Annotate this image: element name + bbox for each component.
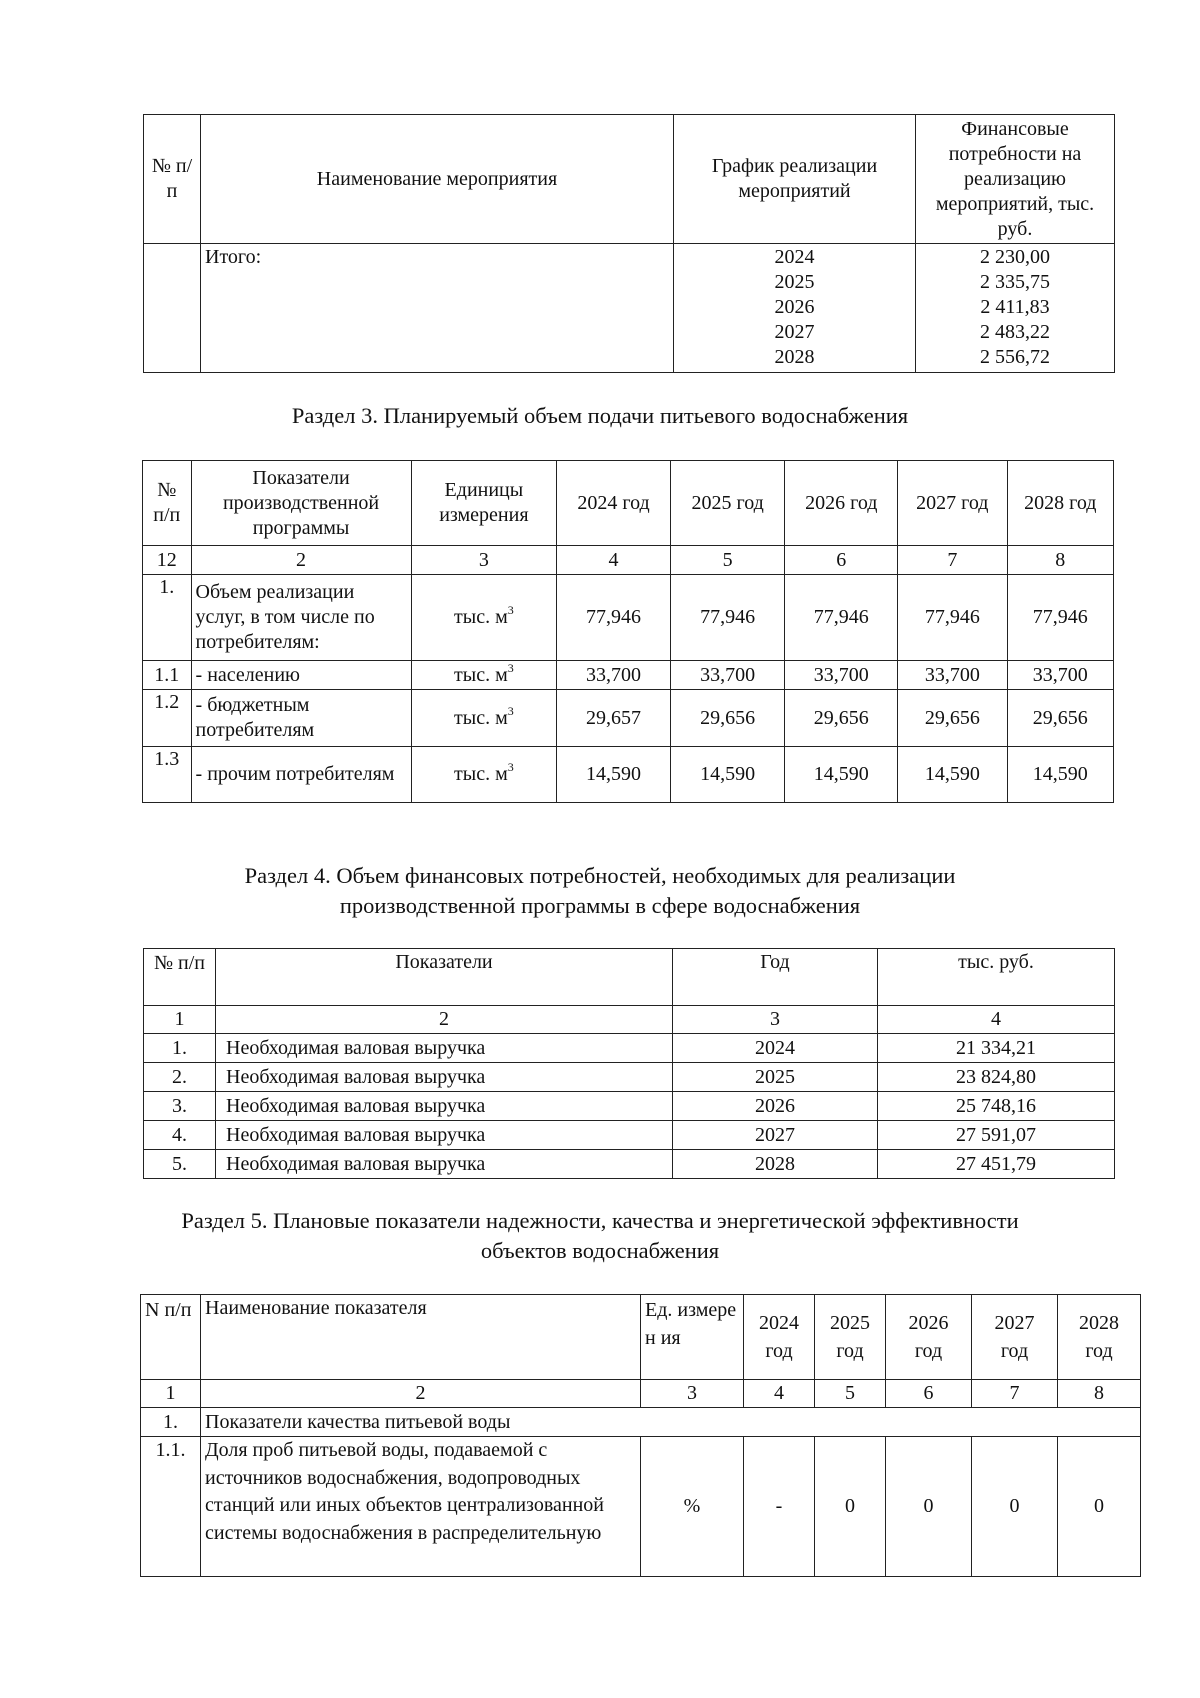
row-value: 14,590 — [557, 747, 671, 803]
row-name: - населению — [191, 661, 411, 690]
header-num: № п/п — [144, 949, 216, 1006]
index-cell: 4 — [744, 1380, 815, 1408]
row-value: 0 — [1058, 1437, 1141, 1577]
header-finance: Финансовые потребности на реализацию мероприятий, тыс. руб. — [916, 115, 1115, 244]
row-unit: тыс. $м^3$ — [411, 661, 557, 690]
total-amount: 2 230,00 — [980, 246, 1050, 268]
header-num: № п/п — [144, 115, 201, 244]
table-row — [143, 575, 1114, 661]
financial-needs-table — [143, 948, 1115, 1179]
table-row — [144, 1150, 1115, 1179]
row-name: Необходимая валовая выручка — [216, 1092, 673, 1121]
header-schedule: График реализации мероприятий — [674, 115, 916, 244]
index-cell: 7 — [898, 546, 1007, 575]
water-supply-volume-table — [142, 460, 1114, 803]
table-row — [143, 661, 1114, 690]
row-name: - бюджетным потребителям — [191, 690, 411, 747]
row-name: Доля проб питьевой воды, подаваемой с источников водоснабжения, водопроводных станций или иных объектов централизованной системы водоснабжения в распределительную — [201, 1437, 641, 1577]
header-year-2024: 2024 год — [744, 1295, 815, 1380]
column-index-row — [144, 1006, 1115, 1034]
total-num-cell — [144, 244, 201, 373]
index-cell: 5 — [670, 546, 785, 575]
row-name: Необходимая валовая выручка — [216, 1034, 673, 1063]
row-value: 14,590 — [785, 747, 898, 803]
row-value: 77,946 — [1007, 575, 1113, 661]
table-row — [144, 1092, 1115, 1121]
index-cell: 7 — [972, 1380, 1058, 1408]
table-row — [143, 690, 1114, 747]
index-cell: 8 — [1007, 546, 1113, 575]
index-cell: 2 — [216, 1006, 673, 1034]
row-unit: тыс. $м^3$ — [411, 690, 557, 747]
row-year: 2024 — [673, 1034, 878, 1063]
index-cell: 3 — [411, 546, 557, 575]
row-num: 1.1. — [141, 1437, 201, 1577]
header-year-2026: 2026 год — [785, 461, 898, 546]
row-unit: тыс. $м^3$ — [411, 575, 557, 661]
header-indicator: Показатели — [216, 949, 673, 1006]
total-year: 2027 — [774, 321, 815, 343]
row-year: 2026 — [673, 1092, 878, 1121]
row-value: 33,700 — [670, 661, 785, 690]
row-num: 1. — [144, 1034, 216, 1063]
row-num: 1.1 — [143, 661, 192, 690]
row-value: 33,700 — [898, 661, 1007, 690]
row-value: 14,590 — [1007, 747, 1113, 803]
index-cell: 2 — [201, 1380, 641, 1408]
index-cell: 4 — [878, 1006, 1115, 1034]
total-label: Итого: — [201, 244, 674, 373]
row-value: 14,590 — [670, 747, 785, 803]
row-num: 1.2 — [143, 690, 192, 747]
total-year: 2026 — [774, 296, 815, 318]
row-value: 0 — [972, 1437, 1058, 1577]
row-value: 77,946 — [898, 575, 1007, 661]
index-cell: 4 — [557, 546, 671, 575]
row-unit: тыс. $м^3$ — [411, 747, 557, 803]
row-name: Необходимая валовая выручка — [216, 1121, 673, 1150]
total-year: 2025 — [774, 271, 815, 293]
row-num: 2. — [144, 1063, 216, 1092]
row-name: Необходимая валовая выручка — [216, 1150, 673, 1179]
index-cell: 3 — [673, 1006, 878, 1034]
row-value: 14,590 — [898, 747, 1007, 803]
row-value: 29,656 — [670, 690, 785, 747]
total-amount: 2 411,83 — [980, 296, 1050, 318]
index-cell: 1 — [144, 1006, 216, 1034]
row-amount: 27 451,79 — [878, 1150, 1115, 1179]
row-num: 5. — [144, 1150, 216, 1179]
row-name: - прочим потребителям — [191, 747, 411, 803]
group-num: 1. — [141, 1408, 201, 1437]
total-amounts-cell — [916, 244, 1115, 373]
index-cell: 12 — [143, 546, 192, 575]
row-num: 1. — [143, 575, 192, 661]
section3-title: Раздел 3. Планируемый объем подачи питьевого водоснабжения — [291, 403, 909, 428]
row-value: 0 — [815, 1437, 886, 1577]
row-value: 77,946 — [557, 575, 671, 661]
section4-title-line1: Раздел 4. Объем финансовых потребностей, необходимых для реализации — [244, 863, 956, 888]
header-indicator-name: Наименование показателя — [201, 1295, 641, 1380]
row-value: 77,946 — [785, 575, 898, 661]
index-cell: 1 — [141, 1380, 201, 1408]
table-row — [144, 1121, 1115, 1150]
row-amount: 21 334,21 — [878, 1034, 1115, 1063]
index-cell: 3 — [641, 1380, 744, 1408]
index-cell: 6 — [785, 546, 898, 575]
total-amount: 2 335,75 — [980, 271, 1050, 293]
index-cell: 8 — [1058, 1380, 1141, 1408]
row-year: 2028 — [673, 1150, 878, 1179]
header-year-2025: 2025 год — [670, 461, 785, 546]
total-amount: 2 483,22 — [980, 321, 1050, 343]
row-name: Объем реализации услуг, в том числе по потребителям: — [191, 575, 411, 661]
header-unit: Единицы измерения — [411, 461, 557, 546]
index-cell: 2 — [191, 546, 411, 575]
section5-title-line2: объектов водоснабжения — [480, 1238, 720, 1263]
row-value: 33,700 — [557, 661, 671, 690]
column-index-row — [143, 546, 1114, 575]
header-activity-name: Наименование мероприятия — [201, 115, 674, 244]
row-num: 1.3 — [143, 747, 192, 803]
row-value: 29,657 — [557, 690, 671, 747]
total-year: 2024 — [774, 246, 815, 268]
header-year-2026: 2026 год — [886, 1295, 972, 1380]
row-value: 0 — [886, 1437, 972, 1577]
table-row — [144, 1034, 1115, 1063]
header-year-2025: 2025 год — [815, 1295, 886, 1380]
row-amount: 25 748,16 — [878, 1092, 1115, 1121]
section4-title-line2: производственной программы в сфере водоснабжения — [339, 893, 861, 918]
table-row — [141, 1437, 1141, 1577]
reliability-indicators-table — [140, 1294, 1141, 1577]
row-value: 33,700 — [1007, 661, 1113, 690]
header-num: № п/п — [143, 461, 192, 546]
header-amount: тыс. руб. — [878, 949, 1115, 1006]
row-value: - — [744, 1437, 815, 1577]
table-row — [143, 747, 1114, 803]
group-name: Показатели качества питьевой воды — [201, 1408, 1141, 1437]
header-indicator: Показатели производственной программы — [191, 461, 411, 546]
row-year: 2025 — [673, 1063, 878, 1092]
column-index-row — [141, 1380, 1141, 1408]
row-value: 29,656 — [1007, 690, 1113, 747]
row-year: 2027 — [673, 1121, 878, 1150]
row-name: Необходимая валовая выручка — [216, 1063, 673, 1092]
index-cell: 6 — [886, 1380, 972, 1408]
section5-title-line1: Раздел 5. Плановые показатели надежности, качества и энергетической эффективности — [181, 1208, 1019, 1233]
activities-total-table — [143, 114, 1115, 373]
row-unit: % — [641, 1437, 744, 1577]
row-value: 29,656 — [785, 690, 898, 747]
row-amount: 23 824,80 — [878, 1063, 1115, 1092]
header-year-2024: 2024 год — [557, 461, 671, 546]
row-num: 3. — [144, 1092, 216, 1121]
header-year: Год — [673, 949, 878, 1006]
row-value: 33,700 — [785, 661, 898, 690]
table-row — [144, 1063, 1115, 1092]
group-row — [141, 1408, 1141, 1437]
header-year-2028: 2028 год — [1007, 461, 1113, 546]
index-cell: 5 — [815, 1380, 886, 1408]
header-unit: Ед. измерен ия — [641, 1295, 744, 1380]
row-amount: 27 591,07 — [878, 1121, 1115, 1150]
header-num: N п/п — [141, 1295, 201, 1380]
total-amount: 2 556,72 — [980, 346, 1050, 368]
header-year-2027: 2027 год — [972, 1295, 1058, 1380]
total-years-cell — [674, 244, 916, 373]
row-num: 4. — [144, 1121, 216, 1150]
header-year-2027: 2027 год — [898, 461, 1007, 546]
total-year: 2028 — [774, 346, 815, 368]
row-value: 29,656 — [898, 690, 1007, 747]
header-year-2028: 2028 год — [1058, 1295, 1141, 1380]
row-value: 77,946 — [670, 575, 785, 661]
